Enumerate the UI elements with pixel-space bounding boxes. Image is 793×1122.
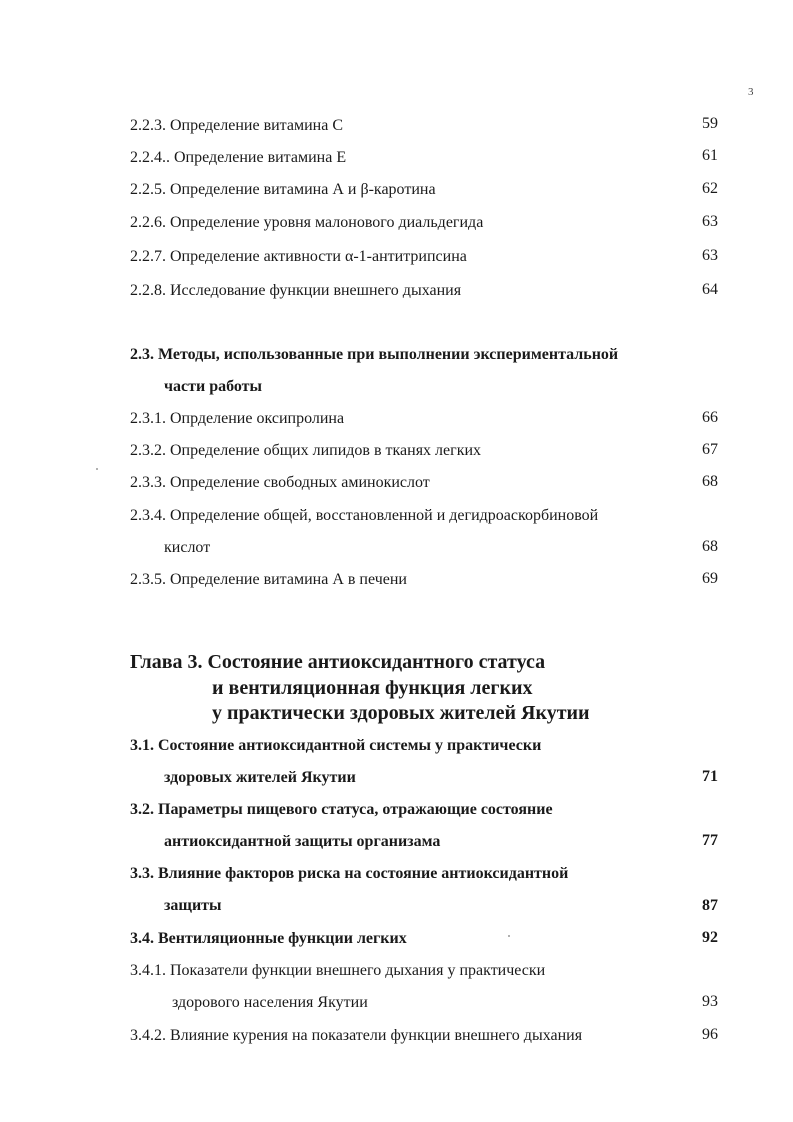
- toc-entry: 2.3.3. Определение свободных аминокислот: [130, 474, 430, 491]
- toc-entry: 3.2. Параметры пищевого статуса, отражающие состояние: [130, 801, 553, 818]
- toc-entry-continuation: здорового населения Якутии: [172, 994, 368, 1011]
- toc-entry: 2.2.7. Определение активности α-1-антитрипсина: [130, 248, 467, 265]
- toc-page: 62: [702, 180, 718, 197]
- toc-page: 77: [702, 832, 718, 849]
- toc-page: 71: [702, 768, 718, 785]
- chapter-title: и вентиляционная функция легких: [212, 677, 533, 699]
- toc-entry: 2.2.8. Исследование функции внешнего дыхания: [130, 282, 462, 299]
- page-number: 3: [748, 86, 754, 98]
- toc-entry: 3.4. Вентиляционные функции легких: [130, 930, 407, 947]
- toc-page: 87: [702, 897, 718, 914]
- toc-entry: 2.3.2. Определение общих липидов в тканях легких: [130, 442, 482, 459]
- chapter-title: у практически здоровых жителей Якутии: [212, 702, 590, 724]
- scan-speck: [508, 935, 510, 937]
- toc-entry: 3.4.2. Влияние курения на показатели функции внешнего дыхания: [130, 1027, 583, 1044]
- toc-page: 59: [702, 115, 718, 132]
- toc-page: 64: [702, 281, 718, 298]
- toc-page: 69: [702, 570, 718, 587]
- toc-entry: 2.2.3. Определение витамина С: [130, 117, 343, 134]
- toc-entry: 2.3.1. Опрделение оксипролина: [130, 410, 345, 427]
- toc-entry: 2.2.5. Определение витамина А и β-каротина: [130, 181, 436, 198]
- toc-entry: 3.4.1. Показатели функции внешнего дыхания у практически: [130, 962, 546, 979]
- toc-entry: 2.3.4. Определение общей, восстановленной и дегидроаскорбиновой: [130, 507, 599, 524]
- toc-page: 92: [702, 929, 718, 946]
- toc-entry-continuation: антиоксидантной защиты организама: [164, 833, 441, 850]
- toc-entry: 3.3. Влияние факторов риска на состояние антиоксидантной: [130, 865, 569, 882]
- toc-entry: 2.2.4.. Определение витамина Е: [130, 149, 347, 166]
- toc-page: 63: [702, 213, 718, 230]
- scan-speck: [96, 468, 98, 470]
- toc-page: 66: [702, 409, 718, 426]
- toc-entry-continuation: кислот: [164, 539, 211, 556]
- toc-entry-continuation: здоровых жителей Якутии: [164, 769, 356, 786]
- toc-entry: 2.2.6. Определение уровня малонового диальдегида: [130, 214, 484, 231]
- toc-page: 67: [702, 441, 718, 458]
- toc-page: 93: [702, 993, 718, 1010]
- toc-page: 68: [702, 538, 718, 555]
- toc-page: 63: [702, 247, 718, 264]
- section-heading: 2.3. Методы, использованные при выполнении экспериментальной: [130, 346, 619, 363]
- toc-page: 96: [702, 1026, 718, 1043]
- toc-entry-continuation: защиты: [164, 897, 222, 914]
- chapter-title: Глава 3. Состояние антиоксидантного статуса: [130, 651, 546, 673]
- toc-entry: 2.3.5. Определение витамина А в печени: [130, 571, 407, 588]
- section-heading: части работы: [164, 378, 263, 395]
- toc-page: 68: [702, 473, 718, 490]
- toc-page: 61: [702, 147, 718, 164]
- toc-entry: 3.1. Состояние антиоксидантной системы у практически: [130, 737, 542, 754]
